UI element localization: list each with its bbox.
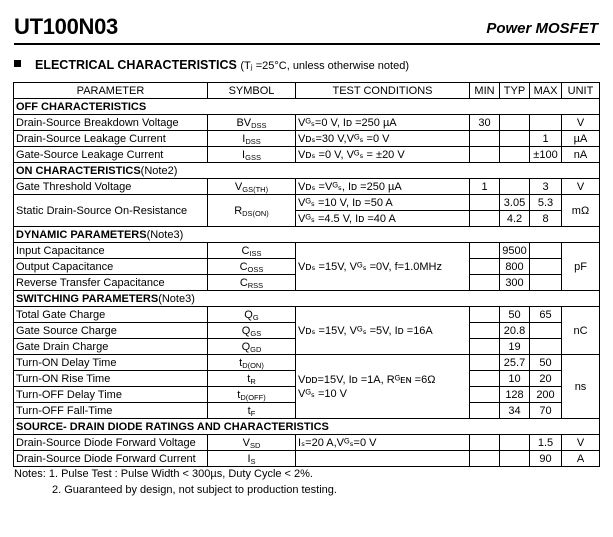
typ-cell (500, 435, 530, 451)
unit-cell: A (562, 451, 600, 467)
min-cell (470, 371, 500, 387)
section-heading (14, 58, 409, 72)
param-cell: Turn-ON Delay Time (14, 355, 208, 371)
section-label: ON CHARACTERISTICS (16, 164, 141, 177)
param-cell: Gate Threshold Voltage (14, 179, 208, 195)
min-cell (470, 259, 500, 275)
param-cell: Input Capacitance (14, 243, 208, 259)
symbol-cell: $t_F$ (208, 403, 296, 419)
condition-cell: Vᴅᴅ=15V, Iᴅ =1A, Rᴳᴇɴ =6Ω Vᴳₛ =10 V (296, 355, 470, 419)
typ-cell: 128 (500, 387, 530, 403)
symbol-cell: $I_S$ (208, 451, 296, 467)
max-cell (530, 243, 562, 259)
symbol-cell: $V_{SD}$ (208, 435, 296, 451)
symbol-cell: $t_{D(OFF)}$ (208, 387, 296, 403)
max-cell (530, 115, 562, 131)
square-bullet-icon (14, 60, 21, 67)
condition-cell: Vᴅₛ =15V, Vᴳₛ =5V, Iᴅ =16A (296, 307, 470, 355)
unit-cell: nC (562, 307, 600, 355)
min-cell (470, 451, 500, 467)
typ-cell: 300 (500, 275, 530, 291)
param-cell: Drain-Source Leakage Current (14, 131, 208, 147)
section-label: SOURCE- DRAIN DIODE RATINGS AND CHARACTERISTICS (14, 419, 600, 435)
note-2: 2. Guaranteed by design, not subject to production testing. (52, 484, 337, 496)
param-cell: Gate Drain Charge (14, 339, 208, 355)
section-row-off (14, 99, 600, 115)
column-header: TEST CONDITIONS (296, 83, 470, 99)
header-divider (14, 43, 600, 45)
symbol-cell: $BV_{DSS}$ (208, 115, 296, 131)
column-header: MIN (470, 83, 500, 99)
max-cell: 1 (530, 131, 562, 147)
typ-cell (500, 179, 530, 195)
table-row (14, 195, 600, 211)
typ-cell: 19 (500, 339, 530, 355)
table-header-row (14, 83, 600, 99)
unit-cell: nA (562, 147, 600, 163)
max-cell: 70 (530, 403, 562, 419)
min-cell (470, 195, 500, 211)
typ-cell: 10 (500, 371, 530, 387)
symbol-cell: $Q_{GS}$ (208, 323, 296, 339)
section-row-dynamic (14, 227, 600, 243)
max-cell (530, 275, 562, 291)
max-cell (530, 259, 562, 275)
table-row (14, 115, 600, 131)
product-type: Power MOSFET (486, 20, 598, 37)
min-cell: 30 (470, 115, 500, 131)
section-row-diode (14, 419, 600, 435)
section-row-switching (14, 291, 600, 307)
typ-cell: 800 (500, 259, 530, 275)
table-row (14, 147, 600, 163)
section-note: (Note3) (146, 228, 184, 241)
symbol-cell: $Q_G$ (208, 307, 296, 323)
param-cell: Total Gate Charge (14, 307, 208, 323)
section-label: SWITCHING PARAMETERS (16, 292, 159, 305)
condition-cell: Vᴳₛ =4.5 V, Iᴅ =40 A (296, 211, 470, 227)
condition-cell: Vᴳₛ =10 V, Iᴅ =50 A (296, 195, 470, 211)
symbol-cell: $C_{OSS}$ (208, 259, 296, 275)
param-cell: Reverse Transfer Capacitance (14, 275, 208, 291)
condition-cell: Vᴅₛ =Vᴳₛ, Iᴅ =250 µA (296, 179, 470, 195)
unit-cell: µA (562, 131, 600, 147)
symbol-cell: $t_R$ (208, 371, 296, 387)
section-note: (Note2) (140, 164, 178, 177)
max-cell: ±100 (530, 147, 562, 163)
typ-cell (500, 451, 530, 467)
min-cell (470, 323, 500, 339)
column-header: SYMBOL (208, 83, 296, 99)
min-cell (470, 243, 500, 259)
typ-cell: 9500 (500, 243, 530, 259)
param-cell: Static Drain-Source On-Resistance (14, 195, 208, 227)
symbol-cell: $R_{DS(ON)}$ (208, 195, 296, 227)
param-cell: Turn-OFF Fall-Time (14, 403, 208, 419)
max-cell: 1.5 (530, 435, 562, 451)
symbol-cell: $I_{GSS}$ (208, 147, 296, 163)
typ-cell: 34 (500, 403, 530, 419)
column-header: MAX (530, 83, 562, 99)
unit-cell: mΩ (562, 195, 600, 227)
notes (14, 466, 337, 498)
condition-cell: Vᴅₛ =15V, Vᴳₛ =0V, f=1.0MHz (296, 243, 470, 291)
max-cell (530, 323, 562, 339)
typ-cell (500, 147, 530, 163)
unit-cell: pF (562, 243, 600, 291)
max-cell: 90 (530, 451, 562, 467)
symbol-cell: $Q_{GD}$ (208, 339, 296, 355)
param-cell: Drain-Source Diode Forward Current (14, 451, 208, 467)
min-cell: 1 (470, 179, 500, 195)
table-row (14, 435, 600, 451)
electrical-characteristics-table (13, 82, 600, 467)
table-row (14, 243, 600, 259)
typ-cell: 25.7 (500, 355, 530, 371)
max-cell: 65 (530, 307, 562, 323)
max-cell: 5.3 (530, 195, 562, 211)
param-cell: Turn-ON Rise Time (14, 371, 208, 387)
min-cell (470, 147, 500, 163)
unit-cell: V (562, 435, 600, 451)
section-note: (Note3) (158, 292, 195, 305)
typ-cell (500, 131, 530, 147)
page-header (14, 14, 600, 44)
table-row (14, 179, 600, 195)
section-condition: (Tⱼ =25°C, unless otherwise noted) (240, 60, 409, 72)
min-cell (470, 131, 500, 147)
typ-cell: 4.2 (500, 211, 530, 227)
min-cell (470, 387, 500, 403)
min-cell (470, 307, 500, 323)
unit-cell: ns (562, 355, 600, 419)
param-cell: Gate-Source Leakage Current (14, 147, 208, 163)
max-cell: 50 (530, 355, 562, 371)
condition-cell: Vᴅₛ =0 V, Vᴳₛ = ±20 V (296, 147, 470, 163)
max-cell (530, 339, 562, 355)
min-cell (470, 355, 500, 371)
table-row (14, 131, 600, 147)
max-cell: 3 (530, 179, 562, 195)
section-label: DYNAMIC PARAMETERS (16, 228, 147, 241)
table-row (14, 307, 600, 323)
section-title: ELECTRICAL CHARACTERISTICS (35, 58, 237, 72)
symbol-cell: $t_{D(ON)}$ (208, 355, 296, 371)
typ-cell (500, 115, 530, 131)
max-cell: 20 (530, 371, 562, 387)
param-cell: Drain-Source Breakdown Voltage (14, 115, 208, 131)
section-row-on (14, 163, 600, 179)
condition-cell: Iₛ=20 A,Vᴳₛ=0 V (296, 435, 470, 451)
condition-cell: Vᴅₛ=30 V,Vᴳₛ =0 V (296, 131, 470, 147)
param-cell: Output Capacitance (14, 259, 208, 275)
unit-cell: V (562, 179, 600, 195)
typ-cell: 50 (500, 307, 530, 323)
typ-cell: 20.8 (500, 323, 530, 339)
param-cell: Gate Source Charge (14, 323, 208, 339)
table-row (14, 451, 600, 467)
typ-cell: 3.05 (500, 195, 530, 211)
section-label: OFF CHARACTERISTICS (14, 99, 600, 115)
symbol-cell: $C_{ISS}$ (208, 243, 296, 259)
max-cell: 200 (530, 387, 562, 403)
column-header: PARAMETER (14, 83, 208, 99)
min-cell (470, 275, 500, 291)
symbol-cell: $I_{DSS}$ (208, 131, 296, 147)
param-cell: Turn-OFF Delay Time (14, 387, 208, 403)
condition-cell: Vᴳₛ=0 V, Iᴅ =250 µA (296, 115, 470, 131)
unit-cell: V (562, 115, 600, 131)
min-cell (470, 211, 500, 227)
part-number: UT100N03 (14, 14, 118, 39)
condition-cell (296, 451, 470, 467)
min-cell (470, 403, 500, 419)
column-header: UNIT (562, 83, 600, 99)
param-cell: Drain-Source Diode Forward Voltage (14, 435, 208, 451)
table-row (14, 355, 600, 371)
min-cell (470, 435, 500, 451)
note-1: Notes: 1. Pulse Test : Pulse Width < 300µs, Duty Cycle < 2%. (14, 468, 313, 480)
symbol-cell: $V_{GS(TH)}$ (208, 179, 296, 195)
min-cell (470, 339, 500, 355)
max-cell: 8 (530, 211, 562, 227)
symbol-cell: $C_{RSS}$ (208, 275, 296, 291)
column-header: TYP (500, 83, 530, 99)
